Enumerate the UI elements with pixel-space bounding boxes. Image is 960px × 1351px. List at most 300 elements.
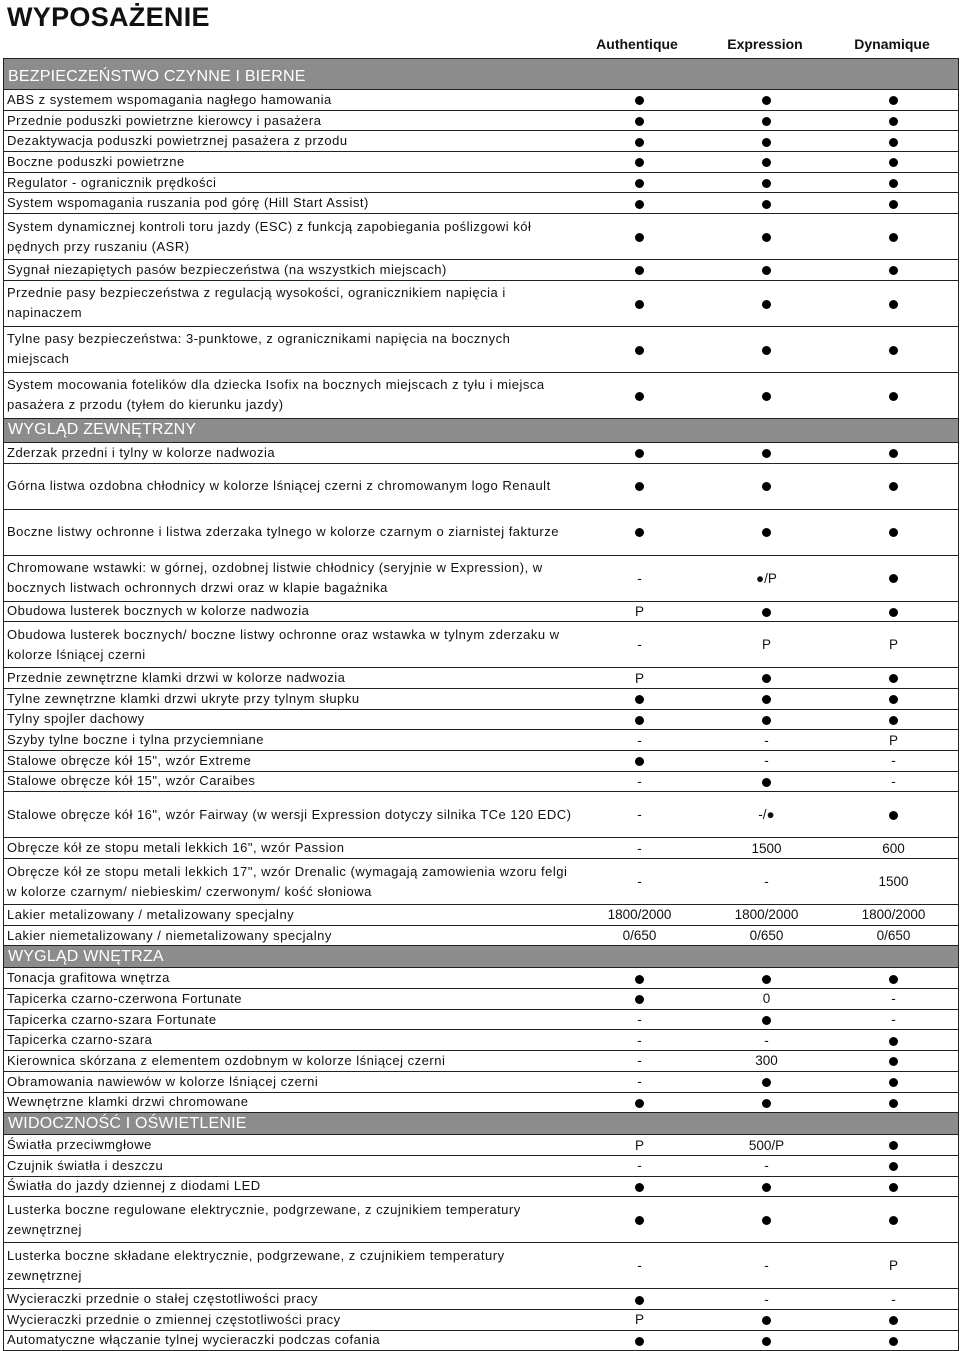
cell-dynamique [830, 229, 957, 244]
cell-dynamique [830, 196, 957, 211]
cell-authentique [576, 971, 703, 986]
table-row [4, 791, 958, 837]
standard-equipment-dot-icon [762, 96, 771, 105]
cell-dynamique: 1500 [878, 874, 909, 889]
cell-dynamique [830, 113, 957, 128]
cell-dynamique [830, 1212, 957, 1227]
cell-authentique [576, 113, 703, 128]
table-row [4, 1134, 958, 1155]
cell-dynamique: - [891, 991, 896, 1007]
standard-equipment-dot-icon [762, 1183, 771, 1192]
cell-expression [703, 691, 830, 706]
table-row [4, 1196, 958, 1242]
row-label: Wycieraczki przednie o stałej częstotliwości pracy [7, 1291, 318, 1307]
cell-authentique: - [637, 1032, 642, 1048]
cell-dynamique [830, 1138, 957, 1153]
cell-dynamique [830, 807, 957, 822]
cell-authentique: - [637, 1012, 642, 1028]
row-label: Stalowe obręcze kół 15", wzór Extreme [7, 752, 252, 768]
cell-authentique: - [637, 840, 642, 856]
standard-equipment-dot-icon [635, 449, 644, 458]
standard-equipment-dot-icon [635, 975, 644, 984]
cell-authentique: - [637, 637, 642, 653]
row-label: Kierownica skórzana z elementem ozdobnym w kolorze lśniącej czerni [7, 1052, 446, 1068]
cell-expression: - [764, 1291, 769, 1307]
row-label: Lakier niemetalizowany / niemetalizowany specjalny [7, 927, 332, 943]
cell-authentique: P [634, 670, 644, 686]
cell-dynamique [830, 1179, 957, 1194]
cell-dynamique [830, 525, 957, 540]
cell-expression [703, 479, 830, 494]
cell-expression: - [764, 732, 769, 748]
row-label: Czujnik światła i deszczu [7, 1157, 164, 1173]
cell-authentique [576, 691, 703, 706]
cell-expression [703, 262, 830, 277]
cell-authentique: - [637, 773, 642, 789]
standard-equipment-dot-icon [762, 695, 771, 704]
standard-equipment-dot-icon [762, 449, 771, 458]
cell-authentique [576, 753, 703, 768]
standard-equipment-dot-icon [635, 392, 644, 401]
standard-equipment-dot-icon [762, 1078, 771, 1087]
table-row [4, 213, 958, 259]
standard-equipment-dot-icon [762, 179, 771, 188]
cell-expression [703, 196, 830, 211]
row-label: Obramowania nawiewów w kolorze lśniącej czerni [7, 1073, 319, 1089]
cell-dynamique [830, 1333, 957, 1348]
standard-equipment-dot-icon [762, 674, 771, 683]
standard-equipment-dot-icon [762, 1099, 771, 1108]
cell-authentique [576, 1333, 703, 1348]
cell-expression: 1500 [751, 840, 782, 856]
cell-authentique [576, 92, 703, 107]
standard-equipment-dot-icon [889, 1183, 898, 1192]
cell-expression [703, 774, 830, 789]
cell-dynamique [830, 479, 957, 494]
table-row [4, 372, 958, 418]
standard-equipment-dot-icon [635, 179, 644, 188]
row-label: Światła do jazdy dziennej z diodami LED [7, 1178, 261, 1194]
standard-equipment-dot-icon [889, 179, 898, 188]
cell-authentique [576, 296, 703, 311]
standard-equipment-dot-icon [889, 716, 898, 725]
row-label: Lakier metalizowany / metalizowany specjalny [7, 906, 295, 922]
row-label: Obręcze kół ze stopu metali lekkich 16", wzór Passion [7, 840, 345, 856]
cell-expression [703, 525, 830, 540]
row-label: Dezaktywacja poduszki powietrznej pasażera z przodu [7, 133, 348, 149]
cell-authentique: - [637, 807, 642, 823]
cell-expression [703, 388, 830, 403]
cell-authentique [576, 262, 703, 277]
cell-dynamique: P [888, 732, 898, 748]
section-header: WIDOCZNOŚĆ I OŚWIETLENIE [4, 1112, 958, 1134]
table-row [4, 1330, 958, 1351]
row-label: Tapicerka czarno-szara [7, 1032, 153, 1048]
cell-expression [703, 134, 830, 149]
cell-expression: P [761, 637, 771, 653]
standard-equipment-dot-icon [762, 482, 771, 491]
row-label: Tapicerka czarno-szara Fortunate [7, 1011, 217, 1027]
standard-equipment-dot-icon [635, 346, 644, 355]
standard-equipment-dot-icon [762, 117, 771, 126]
row-label: Przednie zewnętrzne klamki drzwi w kolorze nadwozia [7, 670, 346, 686]
cell-dynamique: 600 [882, 840, 905, 856]
cell-expression: 0/650 [749, 928, 784, 944]
standard-equipment-dot-icon [635, 1183, 644, 1192]
table-row [4, 858, 958, 904]
table-row [4, 688, 958, 709]
row-label: Górna listwa ozdobna chłodnicy w kolorze lśniącej czerni z chromowanym logo Renault [7, 478, 551, 493]
cell-dynamique [830, 154, 957, 169]
cell-expression [703, 445, 830, 460]
table-row [4, 89, 958, 110]
cell-dynamique [830, 388, 957, 403]
cell-expression: - [764, 1158, 769, 1174]
column-header-expression: Expression [727, 36, 803, 52]
standard-equipment-dot-icon [635, 995, 644, 1004]
cell-dynamique: P [888, 1258, 898, 1274]
standard-equipment-dot-icon [889, 392, 898, 401]
cell-authentique: - [637, 1158, 642, 1174]
standard-equipment-dot-icon [889, 695, 898, 704]
standard-equipment-dot-icon [889, 1099, 898, 1108]
cell-authentique: P [634, 603, 644, 619]
section-header: WYGLĄD ZEWNĘTRZNY [4, 418, 958, 442]
standard-equipment-dot-icon [762, 975, 771, 984]
standard-equipment-dot-icon [762, 138, 771, 147]
cell-dynamique [830, 1033, 957, 1048]
row-label: Tylny spojler dachowy [7, 711, 145, 727]
cell-expression [703, 113, 830, 128]
cell-expression: 500/P [748, 1137, 785, 1153]
cell-authentique [576, 479, 703, 494]
row-label: Stalowe obręcze kół 15", wzór Caraibes [7, 773, 256, 789]
row-label: System dynamicznej kontroli toru jazdy (ESC) z funkcją zapobiegania poślizgowi kół pędnych przy ruszaniu (ASR) [7, 218, 532, 254]
standard-equipment-dot-icon [889, 96, 898, 105]
table-row [4, 326, 958, 372]
column-header-dynamique: Dynamique [854, 36, 930, 52]
cell-dynamique [830, 1095, 957, 1110]
cell-expression: ●/P [756, 570, 777, 586]
standard-equipment-dot-icon [635, 300, 644, 309]
cell-authentique [576, 445, 703, 460]
cell-dynamique [830, 342, 957, 357]
cell-expression: 0 [762, 991, 771, 1007]
row-label: Boczne listwy ochronne i listwa zderzaka tylnego w kolorze czarnym o ziarnistej fakturze [7, 524, 559, 539]
table-row [4, 837, 958, 858]
cell-dynamique [830, 296, 957, 311]
standard-equipment-dot-icon [762, 608, 771, 617]
cell-authentique: - [637, 1053, 642, 1069]
table-row [4, 463, 958, 509]
row-label: Chromowane wstawki: w górnej, ozdobnej listwie chłodnicy (seryjnie w Expression), w bocznych listwach ochronnych drzwi oraz w klapie bagażnika [7, 560, 543, 595]
row-label: System wspomagania ruszania pod górę (Hill Start Assist) [7, 195, 369, 211]
cell-expression: - [764, 1258, 769, 1274]
cell-authentique: 0/650 [622, 928, 657, 944]
cell-authentique: - [637, 732, 642, 748]
table-row [4, 667, 958, 688]
standard-equipment-dot-icon [889, 266, 898, 275]
cell-authentique [576, 712, 703, 727]
standard-equipment-dot-icon [889, 1316, 898, 1325]
standard-equipment-dot-icon [889, 1078, 898, 1087]
cell-dynamique [830, 445, 957, 460]
standard-equipment-dot-icon [635, 1337, 644, 1346]
cell-expression [703, 604, 830, 619]
cell-dynamique [830, 1158, 957, 1173]
standard-equipment-dot-icon [889, 674, 898, 683]
standard-equipment-dot-icon [889, 158, 898, 167]
standard-equipment-dot-icon [762, 1316, 771, 1325]
cell-expression [703, 671, 830, 686]
cell-dynamique: 1800/2000 [861, 907, 926, 923]
row-label: Regulator - ogranicznik prędkości [7, 174, 217, 190]
cell-expression [703, 1074, 830, 1089]
standard-equipment-dot-icon [762, 200, 771, 209]
cell-dynamique [830, 712, 957, 727]
standard-equipment-dot-icon [889, 1141, 898, 1150]
standard-equipment-dot-icon [889, 1162, 898, 1171]
cell-expression [703, 1179, 830, 1194]
cell-authentique [576, 1292, 703, 1307]
cell-expression: - [764, 753, 769, 769]
table-row [4, 729, 958, 750]
table-row [4, 1288, 958, 1309]
standard-equipment-dot-icon [635, 158, 644, 167]
row-label: Szyby tylne boczne i tylna przyciemniane [7, 732, 265, 748]
standard-equipment-dot-icon [635, 233, 644, 242]
standard-equipment-dot-icon [889, 1216, 898, 1225]
table-row [4, 259, 958, 280]
cell-expression [703, 712, 830, 727]
cell-dynamique [830, 134, 957, 149]
cell-expression: 1800/2000 [734, 907, 799, 923]
standard-equipment-dot-icon [889, 1337, 898, 1346]
standard-equipment-dot-icon [762, 266, 771, 275]
table-row [4, 988, 958, 1009]
table-row [4, 1071, 958, 1092]
standard-equipment-dot-icon [635, 138, 644, 147]
row-label: Zderzak przedni i tylny w kolorze nadwozia [7, 444, 276, 460]
table-row [4, 1309, 958, 1330]
cell-dynamique [830, 691, 957, 706]
standard-equipment-dot-icon [889, 811, 898, 820]
cell-authentique [576, 1212, 703, 1227]
cell-authentique [576, 342, 703, 357]
table-row [4, 925, 958, 946]
standard-equipment-dot-icon [762, 233, 771, 242]
section-header: WYGLĄD WNĘTRZA [4, 945, 958, 967]
row-label: Wycieraczki przednie o zmiennej częstotliwości pracy [7, 1311, 341, 1327]
cell-authentique [576, 134, 703, 149]
standard-equipment-dot-icon [635, 1296, 644, 1305]
cell-dynamique: - [891, 1291, 896, 1307]
cell-authentique: P [634, 1312, 644, 1328]
cell-authentique [576, 1095, 703, 1110]
cell-authentique [576, 1179, 703, 1194]
standard-equipment-dot-icon [889, 608, 898, 617]
cell-dynamique: P [888, 637, 898, 653]
standard-equipment-dot-icon [889, 346, 898, 355]
standard-equipment-dot-icon [762, 778, 771, 787]
standard-equipment-dot-icon [762, 528, 771, 537]
cell-authentique: P [634, 1137, 644, 1153]
table-row [4, 1050, 958, 1071]
table-row [4, 1029, 958, 1050]
table-row [4, 1155, 958, 1176]
standard-equipment-dot-icon [889, 975, 898, 984]
standard-equipment-dot-icon [635, 266, 644, 275]
cell-authentique [576, 175, 703, 190]
cell-dynamique [830, 262, 957, 277]
cell-dynamique [830, 1074, 957, 1089]
equipment-table [3, 58, 959, 1351]
cell-dynamique: - [891, 753, 896, 769]
standard-equipment-dot-icon [889, 117, 898, 126]
row-label: Przednie poduszki powietrzne kierowcy i pasażera [7, 112, 322, 128]
table-row [4, 1176, 958, 1197]
standard-equipment-dot-icon [762, 392, 771, 401]
standard-equipment-dot-icon [762, 346, 771, 355]
table-row [4, 621, 958, 667]
standard-equipment-dot-icon [635, 757, 644, 766]
cell-dynamique [830, 1312, 957, 1327]
standard-equipment-dot-icon [889, 482, 898, 491]
table-row [4, 280, 958, 326]
cell-dynamique: 0/650 [876, 928, 911, 944]
row-label: Obudowa lusterek bocznych/ boczne listwy ochronne oraz wstawka w tylnym zderzaku w kolorze lśniącej czerni [7, 626, 560, 662]
cell-expression [703, 342, 830, 357]
cell-authentique [576, 154, 703, 169]
standard-equipment-dot-icon [635, 1216, 644, 1225]
cell-expression [703, 1012, 830, 1027]
row-label: ABS z systemem wspomagania nagłego hamowania [7, 91, 332, 107]
standard-equipment-dot-icon [762, 1216, 771, 1225]
row-label: Wewnętrzne klamki drzwi chromowane [7, 1094, 249, 1110]
row-label: Boczne poduszki powietrzne [7, 153, 185, 169]
row-label: Tapicerka czarno-czerwona Fortunate [7, 990, 242, 1006]
cell-dynamique [830, 92, 957, 107]
cell-expression [703, 296, 830, 311]
cell-dynamique: - [891, 773, 896, 789]
standard-equipment-dot-icon [889, 233, 898, 242]
cell-expression: 300 [755, 1053, 778, 1069]
cell-expression [703, 1095, 830, 1110]
standard-equipment-dot-icon [889, 200, 898, 209]
standard-equipment-dot-icon [635, 528, 644, 537]
standard-equipment-dot-icon [762, 300, 771, 309]
standard-equipment-dot-icon [635, 716, 644, 725]
standard-equipment-dot-icon [635, 96, 644, 105]
table-row [4, 110, 958, 131]
standard-equipment-dot-icon [889, 528, 898, 537]
standard-equipment-dot-icon [635, 200, 644, 209]
table-row [4, 709, 958, 730]
table-row [4, 771, 958, 792]
cell-expression [703, 154, 830, 169]
table-row [4, 1092, 958, 1113]
table-row [4, 750, 958, 771]
standard-equipment-dot-icon [635, 482, 644, 491]
table-row [4, 967, 958, 988]
row-label: Stalowe obręcze kół 16", wzór Fairway (w wersji Expression dotyczy silnika TCe 120 EDC) [7, 806, 572, 822]
cell-authentique: - [637, 1258, 642, 1274]
row-label: Automatyczne włączanie tylnej wycieraczki podczas cofania [7, 1332, 381, 1348]
cell-expression [703, 92, 830, 107]
table-row [4, 442, 958, 463]
row-label: Tylne pasy bezpieczeństwa: 3-punktowe, z ogranicznikami napięcia na bocznych miejscach [7, 331, 511, 367]
cell-dynamique [830, 971, 957, 986]
row-label: System mocowania fotelików dla dziecka Isofix na bocznych miejscach z tyłu i miejsca pasażera z przodu (tyłem do kierunku jazdy) [7, 377, 545, 413]
table-row [4, 904, 958, 925]
cell-expression: - [764, 1032, 769, 1048]
row-label: Sygnał niezapiętych pasów bezpieczeństwa (na wszystkich miejscach) [7, 261, 447, 277]
table-row [4, 1009, 958, 1030]
row-label: Światła przeciwmgłowe [7, 1137, 152, 1153]
standard-equipment-dot-icon [762, 1016, 771, 1025]
cell-authentique [576, 196, 703, 211]
cell-authentique [576, 229, 703, 244]
standard-equipment-dot-icon [762, 158, 771, 167]
row-label: Lusterka boczne składane elektrycznie, podgrzewane, z czujnikiem temperatury zewnętrznej [7, 1247, 505, 1283]
cell-authentique: 1800/2000 [607, 907, 672, 923]
cell-dynamique [830, 671, 957, 686]
standard-equipment-dot-icon [635, 117, 644, 126]
row-label: Tylne zewnętrzne klamki drzwi ukryte przy tylnym słupku [7, 690, 360, 706]
standard-equipment-dot-icon [889, 138, 898, 147]
standard-equipment-dot-icon [635, 1099, 644, 1108]
column-header-authentique: Authentique [596, 36, 678, 52]
cell-expression: - [764, 874, 769, 889]
row-label: Lusterka boczne regulowane elektrycznie, podgrzewane, z czujnikiem temperatury zewnętrznej [7, 1201, 521, 1237]
cell-authentique: - [637, 570, 642, 586]
cell-dynamique: - [891, 1012, 896, 1028]
cell-authentique [576, 525, 703, 540]
row-label: Przednie pasy bezpieczeństwa z regulacją wysokości, ogranicznikiem napięcia i napinaczem [7, 285, 506, 321]
cell-expression [703, 1333, 830, 1348]
standard-equipment-dot-icon [762, 1337, 771, 1346]
table-row [4, 509, 958, 555]
table-row [4, 172, 958, 193]
cell-expression [703, 1312, 830, 1327]
table-row [4, 130, 958, 151]
table-row [4, 601, 958, 622]
cell-authentique [576, 991, 703, 1006]
section-header: BEZPIECZEŃSTWO CZYNNE I BIERNE [4, 58, 958, 89]
cell-expression [703, 175, 830, 190]
cell-expression [703, 1212, 830, 1227]
standard-equipment-dot-icon [635, 695, 644, 704]
cell-authentique: - [637, 1074, 642, 1090]
cell-authentique: - [637, 874, 642, 889]
cell-expression: -/● [758, 807, 775, 823]
page-title: WYPOSAŻENIE [7, 2, 210, 32]
standard-equipment-dot-icon [889, 574, 898, 583]
cell-dynamique [830, 1053, 957, 1068]
row-label: Tonacja grafitowa wnętrza [7, 970, 170, 986]
row-label: Obudowa lusterek bocznych w kolorze nadwozia [7, 603, 310, 619]
standard-equipment-dot-icon [762, 716, 771, 725]
row-label: Obręcze kół ze stopu metali lekkich 17", wzór Drenalic (wymagają zamowienia wzoru felgi w kolorze czarnym/ niebieskim/ czerwonym/ kość słoniowa [7, 863, 568, 899]
cell-expression [703, 229, 830, 244]
table-row [4, 192, 958, 213]
table-row [4, 151, 958, 172]
cell-expression [703, 971, 830, 986]
standard-equipment-dot-icon [889, 300, 898, 309]
cell-dynamique [830, 175, 957, 190]
standard-equipment-dot-icon [889, 449, 898, 458]
table-row [4, 1242, 958, 1288]
